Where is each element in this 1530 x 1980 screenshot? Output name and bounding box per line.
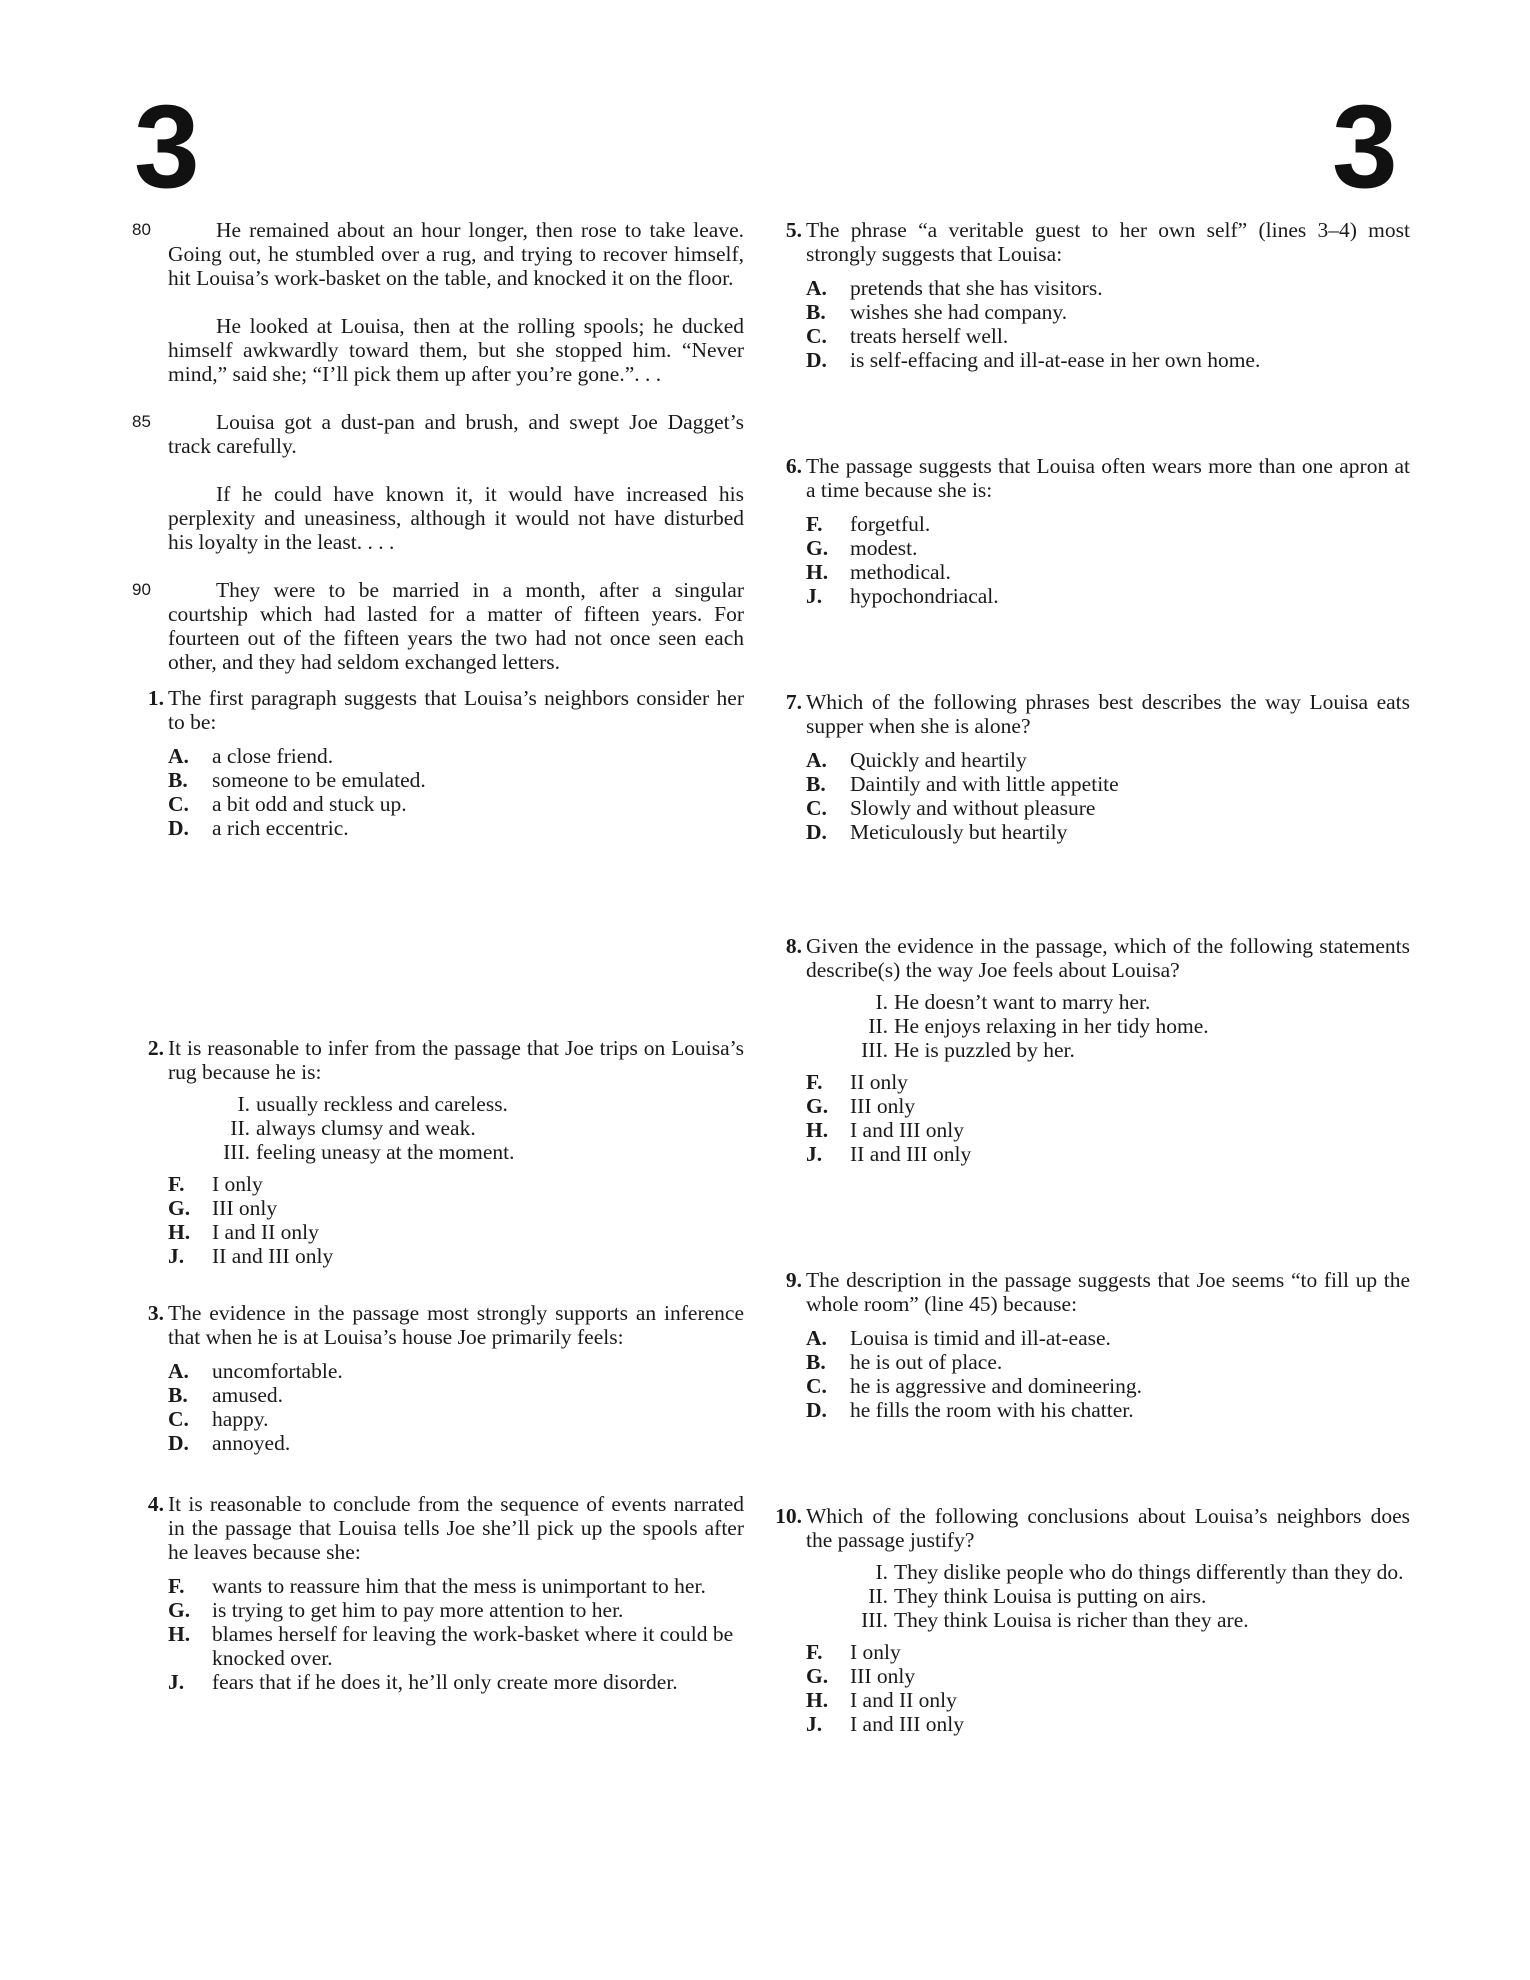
answer-options xyxy=(806,748,1410,844)
roman-statements xyxy=(168,1092,744,1164)
roman-numeral: III. xyxy=(861,1608,888,1632)
option-text: methodical. xyxy=(850,560,951,584)
option-text: uncomfortable. xyxy=(212,1359,343,1383)
section-number-left: 3 xyxy=(134,81,200,213)
option-letter: B. xyxy=(806,1350,826,1374)
roman-text: They think Louisa is richer than they are. xyxy=(894,1608,1249,1632)
answer-option xyxy=(806,796,1410,820)
option-letter: H. xyxy=(806,1118,829,1142)
option-letter: B. xyxy=(806,300,826,324)
option-letter: H. xyxy=(806,1688,829,1712)
answer-option xyxy=(806,324,1410,348)
answer-options xyxy=(806,1326,1410,1422)
option-text: treats herself well. xyxy=(850,324,1009,348)
roman-numeral: II. xyxy=(868,1014,888,1038)
answer-option xyxy=(806,1398,1410,1422)
answer-option xyxy=(806,1070,1410,1094)
option-letter: F. xyxy=(806,1070,823,1094)
roman-statement xyxy=(168,1116,744,1140)
question-stem: The description in the passage suggests that Joe seems “to fill up the whole room” (line 45) because: xyxy=(806,1268,1410,1316)
question xyxy=(147,1301,744,1455)
option-text: I and II only xyxy=(212,1220,319,1244)
answer-options xyxy=(168,1172,744,1268)
option-text: II and III only xyxy=(212,1244,334,1268)
answer-option xyxy=(168,792,744,816)
answer-option xyxy=(168,816,744,840)
answer-options xyxy=(168,1574,744,1694)
option-text: happy. xyxy=(212,1407,269,1431)
answer-options xyxy=(806,512,1410,608)
answer-option xyxy=(806,512,1410,536)
question-number: 5. xyxy=(785,218,802,242)
paragraph-text: Louisa got a dust-pan and brush, and swept Joe Dagget’s track carefully. xyxy=(168,410,744,458)
paragraph-text: If he could have known it, it would have increased his perplexity and uneasiness, although it would not have disturbed his loyalty in the least. . . . xyxy=(168,482,744,554)
answer-option xyxy=(168,768,744,792)
option-text: fears that if he does it, he’ll only create more disorder. xyxy=(212,1670,678,1694)
answer-option xyxy=(806,820,1410,844)
option-text: I and II only xyxy=(850,1688,957,1712)
roman-text: always clumsy and weak. xyxy=(256,1116,476,1140)
roman-numeral: III. xyxy=(861,1038,888,1062)
roman-text: They think Louisa is putting on airs. xyxy=(894,1584,1207,1608)
option-text: wishes she had company. xyxy=(850,300,1068,324)
option-letter: J. xyxy=(168,1670,185,1694)
answer-option xyxy=(806,748,1410,772)
answer-option xyxy=(806,584,1410,608)
option-letter: G. xyxy=(806,536,829,560)
question-stem: Given the evidence in the passage, which of the following statements describe(s) the way Joe feels about Louisa? xyxy=(806,934,1410,982)
roman-statement xyxy=(806,1014,1410,1038)
option-letter: F. xyxy=(806,1640,823,1664)
option-letter: C. xyxy=(168,1407,189,1431)
answer-option xyxy=(168,1220,744,1244)
question xyxy=(785,934,1410,1166)
option-letter: J. xyxy=(168,1244,185,1268)
question-number: 1. xyxy=(147,686,164,710)
option-letter: B. xyxy=(168,1383,188,1407)
answer-option xyxy=(806,1094,1410,1118)
line-number: 85 xyxy=(132,412,151,431)
roman-statements xyxy=(806,990,1410,1062)
option-letter: F. xyxy=(168,1172,185,1196)
option-text: is trying to get him to pay more attention to her. xyxy=(212,1598,624,1622)
question xyxy=(785,454,1410,608)
roman-text: He enjoys relaxing in her tidy home. xyxy=(894,1014,1209,1038)
option-letter: C. xyxy=(806,324,827,348)
answer-option xyxy=(168,1622,744,1670)
question-stem: Which of the following conclusions about Louisa’s neighbors does the passage justify? xyxy=(806,1504,1410,1552)
option-text: a close friend. xyxy=(212,744,334,768)
roman-statement xyxy=(806,1038,1410,1062)
answer-option xyxy=(168,1574,744,1598)
option-text: annoyed. xyxy=(212,1431,291,1455)
answer-option xyxy=(806,300,1410,324)
answer-option xyxy=(168,1670,744,1694)
option-letter: H. xyxy=(806,560,829,584)
question xyxy=(785,1268,1410,1422)
option-letter: G. xyxy=(806,1094,829,1118)
answer-option xyxy=(806,1326,1410,1350)
option-letter: D. xyxy=(168,1431,189,1455)
roman-text: feeling uneasy at the moment. xyxy=(256,1140,515,1164)
answer-option xyxy=(806,1712,1410,1736)
answer-options xyxy=(806,1640,1410,1736)
answer-option xyxy=(806,1664,1410,1688)
option-text: hypochondriacal. xyxy=(850,584,999,608)
roman-numeral: II. xyxy=(230,1116,250,1140)
roman-numeral: II. xyxy=(868,1584,888,1608)
question-stem: The phrase “a veritable guest to her own self” (lines 3–4) most strongly suggests that Louisa: xyxy=(806,218,1410,266)
answer-option xyxy=(806,276,1410,300)
question-number: 6. xyxy=(785,454,802,478)
option-text: wants to reassure him that the mess is unimportant to her. xyxy=(212,1574,706,1598)
roman-numeral: I. xyxy=(875,1560,888,1584)
option-text: he is out of place. xyxy=(850,1350,1003,1374)
option-text: is self-effacing and ill-at-ease in her own home. xyxy=(850,348,1261,372)
passage-paragraph xyxy=(132,578,744,674)
question-number: 9. xyxy=(785,1268,802,1292)
question-stem: It is reasonable to conclude from the sequence of events narrated in the passage that Louisa tells Joe she’ll pick up the spools after he leaves because she: xyxy=(168,1492,744,1564)
answer-option xyxy=(168,1407,744,1431)
option-text: Quickly and heartily xyxy=(850,748,1027,772)
question-number: 3. xyxy=(147,1301,164,1325)
option-letter: D. xyxy=(806,348,827,372)
option-text: someone to be emulated. xyxy=(212,768,426,792)
option-letter: C. xyxy=(168,792,189,816)
passage-paragraph xyxy=(168,482,744,554)
option-letter: D. xyxy=(806,1398,827,1422)
roman-numeral: I. xyxy=(237,1092,250,1116)
paragraph-text: He remained about an hour longer, then rose to take leave. Going out, he stumbled over a rug, and trying to recover himself, hit Louisa’s work-basket on the table, and knocked it on the floor. xyxy=(168,218,744,290)
answer-option xyxy=(806,1640,1410,1664)
answer-options xyxy=(806,1070,1410,1166)
roman-statement xyxy=(168,1140,744,1164)
paragraph-text: He looked at Louisa, then at the rolling spools; he ducked himself awkwardly toward them, but she stopped him. “Never mind,” said she; “I’ll pick them up after you’re gone.”. . . xyxy=(168,314,744,386)
option-text: I and III only xyxy=(850,1712,965,1736)
option-letter: D. xyxy=(806,820,827,844)
option-text: Louisa is timid and ill-at-ease. xyxy=(850,1326,1111,1350)
answer-option xyxy=(168,1244,744,1268)
answer-option xyxy=(806,1142,1410,1166)
roman-statement xyxy=(806,1608,1410,1632)
question-number: 2. xyxy=(147,1036,164,1060)
option-letter: G. xyxy=(168,1196,191,1220)
option-text: Daintily and with little appetite xyxy=(850,772,1119,796)
answer-option xyxy=(806,1374,1410,1398)
option-letter: G. xyxy=(168,1598,191,1622)
option-text: III only xyxy=(850,1094,916,1118)
question xyxy=(785,690,1410,844)
option-letter: B. xyxy=(806,772,826,796)
option-letter: C. xyxy=(806,1374,827,1398)
roman-text: He doesn’t want to marry her. xyxy=(894,990,1151,1014)
answer-option xyxy=(806,1118,1410,1142)
roman-statement xyxy=(806,1584,1410,1608)
option-letter: A. xyxy=(168,744,189,768)
line-number: 80 xyxy=(132,220,151,239)
roman-statements xyxy=(806,1560,1410,1632)
paragraph-text: They were to be married in a month, after a singular courtship which had lasted for a matter of fifteen years. For fourteen out of the fifteen years the two had not once seen each other, and they had seldom exchanged letters. xyxy=(168,578,744,674)
answer-option xyxy=(168,1431,744,1455)
option-text: I and III only xyxy=(850,1118,965,1142)
question xyxy=(775,1504,1410,1736)
question-number: 8. xyxy=(785,934,802,958)
roman-text: He is puzzled by her. xyxy=(894,1038,1075,1062)
answer-option xyxy=(168,1359,744,1383)
question-number: 10. xyxy=(775,1504,802,1528)
option-letter: A. xyxy=(168,1359,189,1383)
answer-option xyxy=(168,744,744,768)
roman-text: usually reckless and careless. xyxy=(256,1092,508,1116)
answer-option xyxy=(168,1383,744,1407)
section-number-right: 3 xyxy=(1332,81,1398,213)
passage-paragraph xyxy=(132,410,744,458)
roman-numeral: III. xyxy=(223,1140,250,1164)
option-text: a rich eccentric. xyxy=(212,816,349,840)
option-text: amused. xyxy=(212,1383,284,1407)
answer-option xyxy=(806,1688,1410,1712)
option-letter: H. xyxy=(168,1622,191,1646)
option-letter: J. xyxy=(806,1142,823,1166)
question-stem: The evidence in the passage most strongly supports an inference that when he is at Louisa’s house Joe primarily feels: xyxy=(168,1301,744,1349)
question-stem: The first paragraph suggests that Louisa’s neighbors consider her to be: xyxy=(168,686,744,734)
roman-statement xyxy=(806,1560,1410,1584)
option-letter: A. xyxy=(806,1326,827,1350)
answer-option xyxy=(806,560,1410,584)
option-letter: B. xyxy=(168,768,188,792)
option-text: III only xyxy=(850,1664,916,1688)
answer-option xyxy=(806,348,1410,372)
answer-option xyxy=(806,1350,1410,1374)
line-number: 90 xyxy=(132,580,151,599)
option-letter: C. xyxy=(806,796,827,820)
answer-option xyxy=(168,1172,744,1196)
question xyxy=(147,686,744,840)
question xyxy=(147,1036,744,1268)
question xyxy=(147,1492,744,1694)
option-text: I only xyxy=(850,1640,901,1664)
option-text: Meticulously but heartily xyxy=(850,820,1068,844)
option-letter: G. xyxy=(806,1664,829,1688)
option-text: he is aggressive and domineering. xyxy=(850,1374,1142,1398)
option-letter: H. xyxy=(168,1220,191,1244)
option-text: I only xyxy=(212,1172,263,1196)
passage xyxy=(132,218,744,674)
question-stem: It is reasonable to infer from the passage that Joe trips on Louisa’s rug because he is: xyxy=(168,1036,744,1084)
answer-options xyxy=(168,1359,744,1455)
option-text: II and III only xyxy=(850,1142,972,1166)
option-text: II only xyxy=(850,1070,908,1094)
roman-text: They dislike people who do things differently than they do. xyxy=(894,1560,1404,1584)
answer-options xyxy=(806,276,1410,372)
passage-paragraph xyxy=(132,218,744,290)
passage-paragraph xyxy=(168,314,744,386)
left-column xyxy=(132,218,744,1694)
answer-option xyxy=(806,772,1410,796)
question-stem: The passage suggests that Louisa often wears more than one apron at a time because she is: xyxy=(806,454,1410,502)
option-letter: A. xyxy=(806,748,827,772)
option-letter: J. xyxy=(806,1712,823,1736)
option-letter: F. xyxy=(806,512,823,536)
option-letter: D. xyxy=(168,816,189,840)
question xyxy=(785,218,1410,372)
option-text: blames herself for leaving the work-basket where it could be knocked over. xyxy=(212,1622,734,1670)
roman-statement xyxy=(168,1092,744,1116)
roman-statement xyxy=(806,990,1410,1014)
answer-option xyxy=(168,1196,744,1220)
roman-numeral: I. xyxy=(875,990,888,1014)
option-text: III only xyxy=(212,1196,278,1220)
option-text: a bit odd and stuck up. xyxy=(212,792,407,816)
option-letter: F. xyxy=(168,1574,185,1598)
question-number: 7. xyxy=(785,690,802,714)
option-text: Slowly and without pleasure xyxy=(850,796,1096,820)
answer-options xyxy=(168,744,744,840)
question-number: 4. xyxy=(147,1492,164,1516)
answer-option xyxy=(806,536,1410,560)
option-letter: J. xyxy=(806,584,823,608)
question-stem: Which of the following phrases best describes the way Louisa eats supper when she is alone? xyxy=(806,690,1410,738)
option-text: he fills the room with his chatter. xyxy=(850,1398,1134,1422)
option-text: forgetful. xyxy=(850,512,931,536)
option-text: pretends that she has visitors. xyxy=(850,276,1103,300)
answer-option xyxy=(168,1598,744,1622)
option-letter: A. xyxy=(806,276,827,300)
option-text: modest. xyxy=(850,536,918,560)
